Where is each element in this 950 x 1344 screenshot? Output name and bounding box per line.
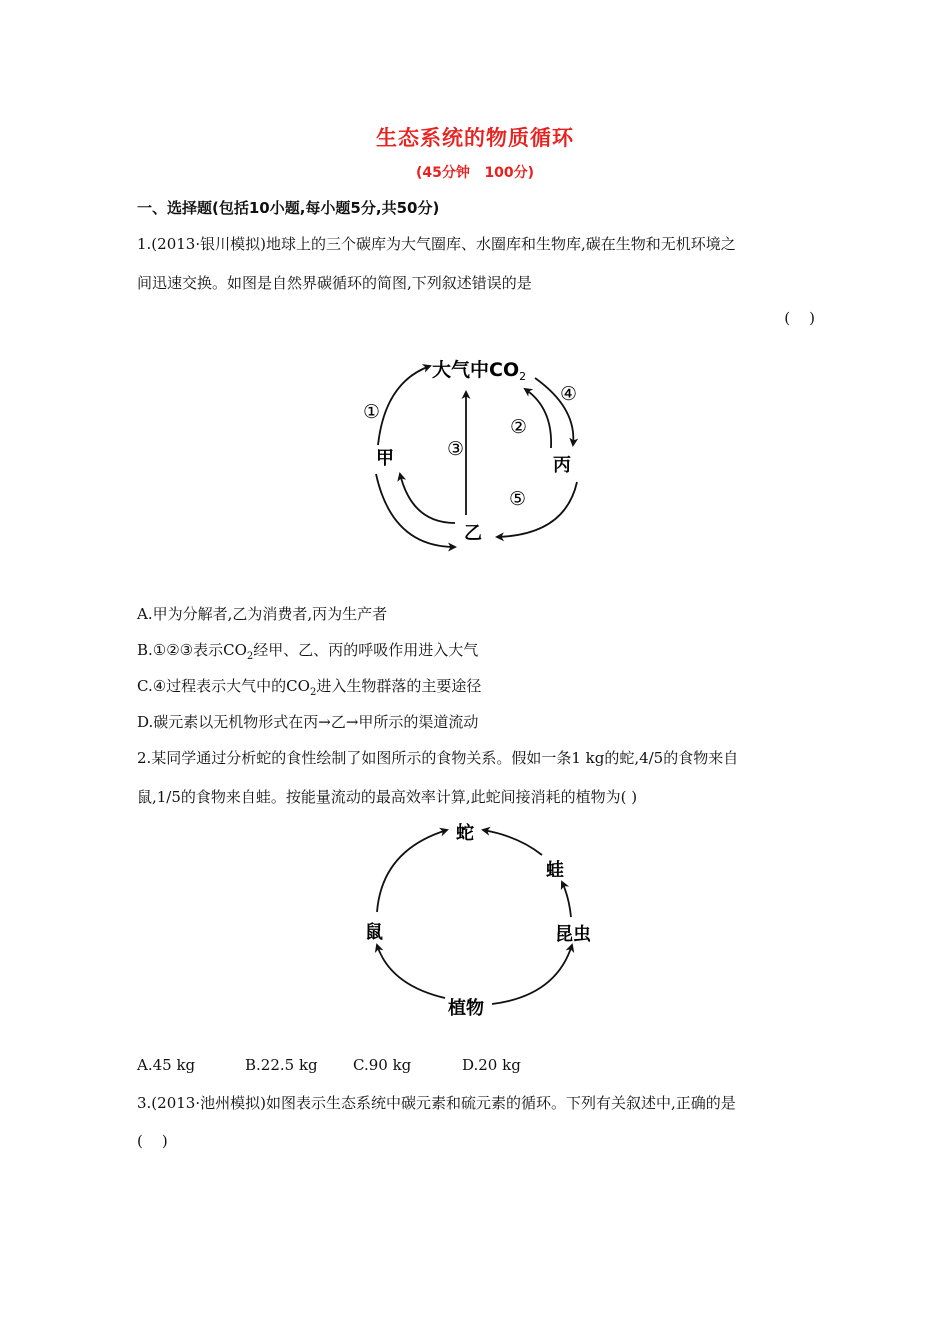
node-frog: 蛙	[546, 860, 564, 881]
node-insect: 昆虫	[555, 924, 591, 945]
arrow-mouse-snake	[377, 830, 447, 912]
label-5: ⑤	[509, 488, 527, 510]
node-snake: 蛇	[456, 823, 474, 844]
label-4: ④	[560, 383, 578, 405]
q1-option-a: A.甲为分解者,乙为消费者,丙为生产者	[137, 605, 388, 623]
section-heading: 一、选择题(包括10小题,每小题5分,共50分)	[137, 199, 440, 217]
q1-line2: 间迅速交换。如图是自然界碳循环的简图,下列叙述错误的是	[137, 274, 532, 292]
q1-option-b: B.①②③表示$CO_2$经甲、乙、丙的呼吸作用进入大气	[137, 641, 479, 662]
arrow-insect-frog	[562, 882, 571, 917]
q3-line1: 3.(2013·池州模拟)如图表示生态系统中碳元素和硫元素的循环。下列有关叙述中,正确的是	[137, 1094, 736, 1112]
node-mouse: 鼠	[365, 922, 383, 943]
q2-option-b: B.22.5 kg	[245, 1056, 318, 1074]
label-1: ①	[363, 401, 381, 423]
q2-line1: 2.某同学通过分析蛇的食性绘制了如图所示的食物关系。假如一条1 kg的蛇,4/5的食物来自	[137, 749, 739, 767]
page-title: 生态系统的物质循环	[376, 126, 574, 150]
arrow-frog-snake	[483, 830, 542, 855]
node-jia: 甲	[376, 448, 394, 469]
label-2: ②	[510, 416, 528, 438]
page-subtitle: (45分钟 100分)	[415, 165, 535, 181]
q1-line1: 1.(2013·银川模拟)地球上的三个碳库为大气圈库、水圈库和生物库,碳在生物和无机环境之	[137, 235, 736, 253]
node-plant: 植物	[448, 998, 484, 1019]
label-3: ③	[447, 438, 465, 460]
node-bing: 丙	[553, 455, 571, 476]
q3-line2: ( )	[137, 1132, 168, 1150]
q1-option-d: D.碳元素以无机物形式在丙→乙→甲所示的渠道流动	[137, 713, 479, 731]
node-yi: 乙	[464, 523, 482, 544]
q2-option-c: C.90 kg	[353, 1056, 412, 1074]
node-atmosphere-co2: 大气中$CO_2$	[432, 359, 527, 383]
q2-line2: 鼠,1/5的食物来自蛙。按能量流动的最高效率计算,此蛇间接消耗的植物为( )	[137, 788, 638, 806]
q1-option-c: C.④过程表示大气中的$CO_2$进入生物群落的主要途径	[137, 677, 482, 698]
q2-option-d: D.20 kg	[462, 1056, 521, 1074]
arrow-plant-mouse	[377, 945, 445, 998]
q1-answer-bracket: ( )	[784, 309, 815, 327]
arrow-plant-insect	[492, 945, 572, 1004]
q2-option-a: A.45 kg	[137, 1056, 196, 1074]
